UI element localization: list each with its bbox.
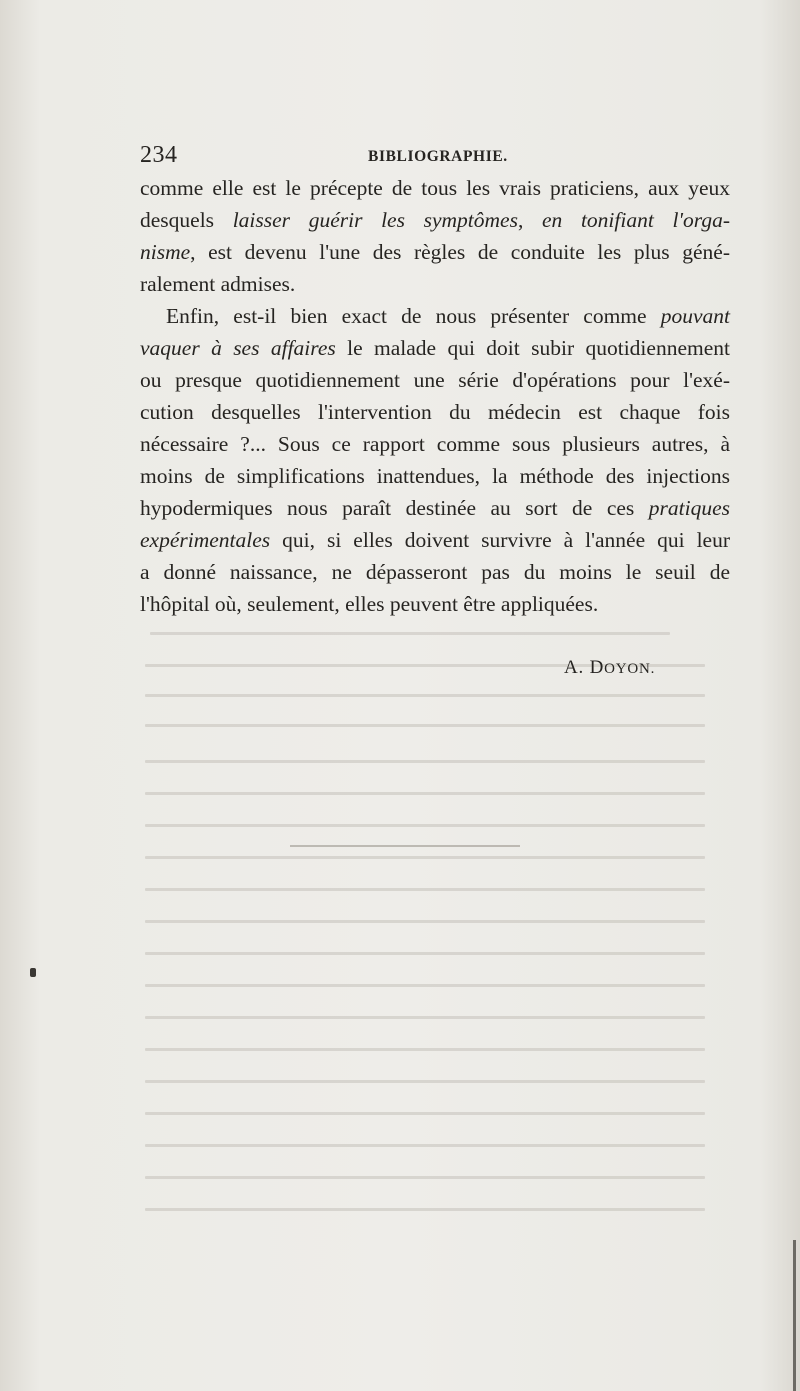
ink-mark bbox=[30, 968, 36, 977]
text-run: cution desquelles l'intervention du médecin est chaque fois bbox=[140, 400, 730, 424]
text-run: moins de simplifications inattendues, la méthode des injections bbox=[140, 464, 730, 488]
text-run: nécessaire ?... Sous ce rapport comme sous plusieurs autres, à bbox=[140, 432, 730, 456]
text-run: , bbox=[517, 208, 542, 232]
running-head: BIBLIOGRAPHIE. bbox=[368, 148, 508, 165]
italic-phrase: pratiques bbox=[648, 496, 730, 520]
text-run: comme elle est le précepte de tous les vrais praticiens, aux yeux bbox=[140, 176, 730, 200]
text-line bbox=[140, 524, 730, 556]
text-run: l'hôpital où, seulement, elles peuvent être appliquées. bbox=[140, 592, 599, 616]
text-run: ralement admises. bbox=[140, 272, 296, 296]
page-edge-shadow bbox=[793, 1240, 796, 1391]
page-number: 234 bbox=[140, 142, 178, 168]
body-text bbox=[140, 172, 730, 620]
author-signature bbox=[564, 654, 655, 683]
text-line bbox=[140, 492, 730, 524]
signature-rest: OYON. bbox=[604, 661, 656, 677]
italic-phrase: laisser guérir les symptômes bbox=[232, 208, 518, 232]
text-run: hypodermiques nous paraît destinée au sort de ces bbox=[140, 496, 649, 520]
text-line bbox=[140, 300, 730, 332]
text-line bbox=[140, 428, 730, 460]
italic-phrase: nisme bbox=[140, 240, 191, 264]
italic-phrase: vaquer à ses affaires bbox=[140, 336, 336, 360]
text-line bbox=[140, 396, 730, 428]
text-line bbox=[140, 460, 730, 492]
italic-phrase: expérimentales bbox=[140, 528, 271, 552]
text-run: desquels bbox=[140, 208, 233, 232]
text-run: a donné naissance, ne dépasseront pas du moins le seuil de bbox=[140, 560, 730, 584]
text-line bbox=[140, 364, 730, 396]
text-line bbox=[140, 204, 730, 236]
text-line bbox=[140, 172, 730, 204]
italic-phrase: en tonifiant l'orga- bbox=[542, 208, 731, 232]
text-line bbox=[140, 588, 730, 620]
text-run: Enfin, est-il bien exact de nous présenter comme bbox=[166, 304, 661, 328]
text-run: qui, si elles doivent survivre à l'année qui leur bbox=[270, 528, 730, 552]
text-line bbox=[140, 556, 730, 588]
text-line bbox=[140, 236, 730, 268]
text-line bbox=[140, 268, 730, 300]
text-line bbox=[140, 332, 730, 364]
signature-initial: A. D bbox=[564, 657, 605, 678]
page-header bbox=[140, 142, 730, 172]
text-run: le malade qui doit subir quotidiennement bbox=[335, 336, 730, 360]
text-run: , est devenu l'une des règles de conduite les plus géné- bbox=[190, 240, 730, 264]
text-run: ou presque quotidiennement une série d'opérations pour l'exé- bbox=[140, 368, 730, 392]
italic-phrase: pouvant bbox=[660, 304, 730, 328]
